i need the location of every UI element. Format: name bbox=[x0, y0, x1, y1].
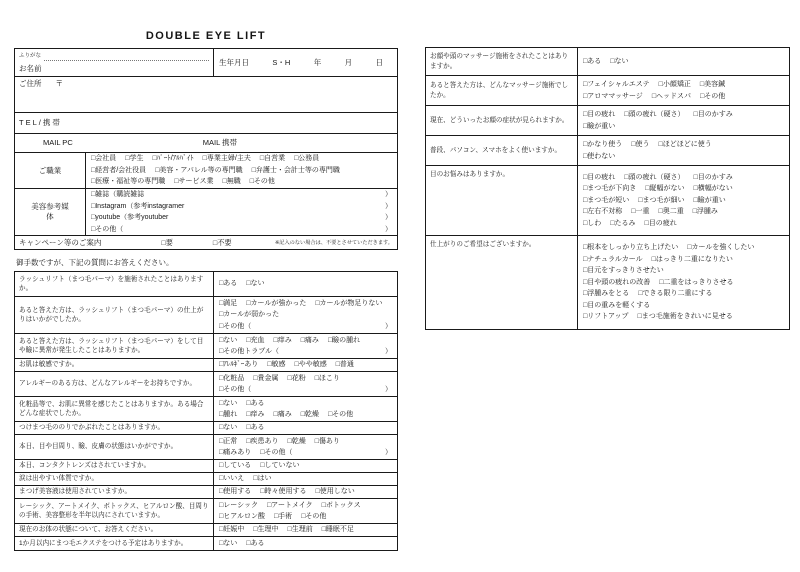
checkbox-option: □乾燥 bbox=[300, 411, 319, 418]
answer-line bbox=[583, 172, 784, 184]
checkbox-option: □アロママッサージ bbox=[583, 92, 643, 100]
checkbox-option: □ほどほどに使う bbox=[658, 141, 712, 148]
name-cell bbox=[15, 49, 214, 76]
checkbox-option: □その他（ bbox=[219, 322, 252, 330]
checkbox-option: □痒み bbox=[246, 411, 265, 418]
answer-line bbox=[219, 359, 392, 371]
checkbox-option: □生理前 bbox=[287, 526, 313, 534]
question-row bbox=[15, 536, 397, 550]
questions-table-left bbox=[14, 271, 398, 551]
checkbox-option: □ない bbox=[219, 539, 238, 547]
checkbox-option: □痛みあり bbox=[219, 449, 252, 456]
checkbox-option: □ナチュラルカール bbox=[583, 255, 643, 263]
furigana-row bbox=[19, 51, 209, 61]
media-label: 美容参考媒体 bbox=[15, 189, 86, 235]
checkbox-option: □リフトアップ bbox=[583, 313, 629, 321]
answer-line bbox=[219, 398, 392, 410]
checkbox-option: □カールが物足りない bbox=[315, 299, 383, 307]
answer-line bbox=[583, 109, 784, 121]
answer-line bbox=[583, 91, 784, 103]
checkbox-option: □睡眠不足 bbox=[321, 526, 354, 534]
question-text: 仕上がりのご希望はございますか。 bbox=[426, 236, 578, 329]
checkbox-option: □小顔矯正 bbox=[658, 81, 691, 88]
birthdate-label: 生年月日 bbox=[219, 58, 249, 67]
writein-close-paren: ） bbox=[385, 191, 392, 198]
question-text: 本日、コンタクトレンズはされていますか。 bbox=[15, 460, 214, 472]
checkbox-option: □ﾊﾟｰﾄ/ｱﾙﾊﾞｲﾄ bbox=[152, 155, 194, 163]
question-text: ラッシュリフト（まつ毛パーマ）を施術されたことはありますか。 bbox=[15, 272, 214, 296]
occupation-line bbox=[91, 165, 392, 177]
question-text: あると答えた方は、どんなマッサージ施術でしたか。 bbox=[426, 76, 578, 105]
checkbox-option: □腫れ bbox=[219, 411, 238, 418]
checkbox-option: □いいえ bbox=[219, 475, 245, 483]
checkbox-option: □できる限り二重にする bbox=[638, 290, 713, 298]
checkbox-option: □傷あり bbox=[314, 437, 340, 445]
checkbox-option: □ほこり bbox=[314, 374, 340, 382]
occupation-options bbox=[86, 153, 397, 188]
checkbox-option: □時々使用する bbox=[260, 488, 307, 496]
checkbox-option: □花粉 bbox=[287, 374, 306, 382]
day-label: 日 bbox=[375, 58, 383, 67]
question-row bbox=[15, 498, 397, 523]
answer-line bbox=[219, 321, 392, 333]
writein-close-paren: ） bbox=[385, 322, 392, 330]
checkbox-option: □その他 bbox=[699, 92, 726, 100]
question-row bbox=[426, 235, 789, 329]
checkbox-option: □使わない bbox=[583, 152, 616, 160]
checkbox-option: □ある bbox=[246, 399, 265, 407]
year-label: 年 bbox=[313, 58, 322, 67]
answer-line bbox=[583, 195, 784, 207]
answer-line bbox=[583, 265, 784, 277]
question-text: あると答えた方は、ラッシュリフト（まつ毛パーマ）をして目や瞼に異常が発生したことはありますか。 bbox=[15, 334, 214, 358]
answer-line bbox=[583, 151, 784, 163]
address-row bbox=[15, 76, 397, 112]
right-column bbox=[425, 47, 790, 330]
checkbox-option: □ある bbox=[583, 57, 602, 65]
checkbox-option: □カールを強くしたい bbox=[687, 244, 755, 252]
checkbox-option: □瞼の腫れ bbox=[327, 336, 361, 344]
checkbox-option: □瞼が重い bbox=[693, 196, 726, 204]
checkbox-option: □はっきり二重になりたい bbox=[651, 255, 733, 263]
question-row bbox=[15, 485, 397, 498]
checkbox-option: □ない bbox=[246, 280, 265, 288]
writein-close-paren: ） bbox=[385, 449, 392, 456]
answer-line bbox=[583, 311, 784, 323]
checkbox-option: □ある bbox=[246, 424, 265, 432]
answer-line bbox=[583, 121, 784, 133]
mail-mobile-label: MAIL 携帯 bbox=[202, 138, 238, 147]
answer-line bbox=[219, 409, 392, 421]
answer-line bbox=[219, 538, 392, 550]
answer-line bbox=[583, 139, 784, 151]
checkbox-option: □しわ bbox=[583, 219, 602, 227]
checkbox-option: □医療・福祉等の専門職 bbox=[91, 178, 166, 186]
checkbox-option: □まつ毛が短い bbox=[583, 196, 630, 204]
answer-line bbox=[583, 254, 784, 266]
checkbox-option: □youtube（参考youtuber bbox=[91, 214, 169, 221]
checkbox-option: □かなり使う bbox=[583, 141, 623, 148]
question-text: 化粧品等で、お肌に異常を感じたことはありますか。ある場合どんな症状でしたか。 bbox=[15, 397, 214, 421]
checkbox-option: □使用する bbox=[219, 488, 252, 496]
question-row bbox=[15, 421, 397, 434]
checkbox-option: □ヒアルロン酸 bbox=[219, 513, 265, 520]
question-row bbox=[426, 135, 789, 165]
checkbox-option: □無職 bbox=[222, 178, 241, 186]
answer-line bbox=[219, 384, 392, 396]
checkbox-option: □している bbox=[219, 462, 252, 470]
question-text: アレルギーのある方は、どんなアレルギーをお持ちですか。 bbox=[15, 372, 214, 396]
checkbox-option: □専業主婦/主夫 bbox=[202, 155, 251, 163]
checkbox-option: □フェイシャルエステ bbox=[583, 81, 650, 88]
checkbox-option: □アートメイク bbox=[266, 501, 313, 509]
question-text: レーシック、アートメイク、ボトックス、ヒアルロン酸、目周りの手術、美容整形を半年以内にされていますか。 bbox=[15, 499, 214, 523]
month-label: 月 bbox=[344, 58, 353, 67]
checkbox-option: □まつ毛施術をきれいに見せる bbox=[637, 313, 733, 321]
answer-line bbox=[219, 524, 392, 536]
campaign-row bbox=[15, 235, 397, 249]
writein-close-paren: ） bbox=[385, 348, 392, 355]
checkbox-option: □ない bbox=[219, 336, 238, 344]
question-row bbox=[15, 459, 397, 472]
checkbox-option: □ある bbox=[219, 280, 238, 288]
answer-line bbox=[583, 79, 784, 91]
checkbox-option: □生理中 bbox=[253, 526, 279, 534]
checkbox-option: □その他（ bbox=[260, 449, 293, 456]
checkbox-option: □たるみ bbox=[610, 219, 636, 227]
answer-line bbox=[583, 218, 784, 230]
checkbox-option: □普通 bbox=[335, 361, 354, 369]
name-label: お名前 bbox=[19, 64, 42, 73]
question-row bbox=[15, 472, 397, 485]
writein-close-paren: ） bbox=[385, 214, 392, 221]
checkbox-option: □会社員 bbox=[91, 155, 117, 163]
answer-line bbox=[219, 447, 392, 459]
mail-row bbox=[15, 133, 397, 152]
answer-line bbox=[219, 373, 392, 385]
checkbox-option: □疾患あり bbox=[246, 437, 279, 445]
question-text: 涙は出やすい体質ですか。 bbox=[15, 473, 214, 485]
occupation-row bbox=[15, 152, 397, 188]
mail-pc-label: MAIL PC bbox=[43, 138, 73, 147]
checkbox-option: □目の疲れ bbox=[583, 111, 616, 118]
answer-line bbox=[219, 500, 392, 512]
checkbox-option: □満足 bbox=[219, 299, 238, 307]
checkbox-option: □レーシック bbox=[219, 501, 258, 509]
media-row bbox=[15, 188, 397, 235]
question-text: 普段、パソコン、スマホをよく使いますか。 bbox=[426, 136, 578, 165]
checkbox-option: □使う bbox=[631, 141, 650, 148]
furigana-writein-line bbox=[44, 55, 209, 61]
campaign-options bbox=[161, 237, 231, 249]
checkbox-option: □その他トラブル（ bbox=[219, 348, 279, 355]
checkbox-option: □ない bbox=[219, 399, 238, 407]
checkbox-option: □まつ毛が下向き bbox=[583, 185, 637, 193]
checkbox-option: □弁護士・会計士等の専門職 bbox=[251, 166, 340, 174]
checkbox-option: □横幅がない bbox=[693, 185, 733, 193]
checkbox-option: □その他 bbox=[249, 178, 275, 186]
address-label: ご住所 bbox=[19, 79, 42, 88]
checkbox-option: □カールが弱かった bbox=[219, 311, 280, 319]
era-label: S・H bbox=[272, 58, 291, 67]
checkbox-option: □はい bbox=[253, 475, 272, 483]
checkbox-option: □その他（ bbox=[219, 386, 252, 393]
question-row bbox=[426, 75, 789, 105]
checkbox-option: □していない bbox=[260, 462, 300, 470]
checkbox-option: □痛み bbox=[273, 411, 292, 418]
checkbox-option: □浮腫みをとる bbox=[583, 290, 630, 298]
writein-close-paren: ） bbox=[385, 386, 392, 393]
tel-row bbox=[15, 112, 397, 133]
checkbox-option: □サービス業 bbox=[174, 178, 214, 186]
checkbox-option: □目のかすみ bbox=[693, 111, 733, 118]
checkbox-option: □その他 bbox=[327, 411, 354, 418]
question-row bbox=[15, 371, 397, 396]
campaign-label: キャンペーン等のご案内 bbox=[19, 238, 102, 247]
answer-line bbox=[583, 206, 784, 218]
postal-mark: 〒 bbox=[55, 79, 63, 88]
question-text: お顔や頭のマッサージ施術をされたことはありますか。 bbox=[426, 48, 578, 75]
checkbox-option: □頭の疲れ（硬さ） bbox=[624, 111, 685, 118]
question-text: 現在、どういったお顔の症状が見られますか。 bbox=[426, 106, 578, 135]
question-row bbox=[15, 272, 397, 296]
campaign-note: ※記入のない場合は、不要とさせていただきます。 bbox=[274, 240, 393, 246]
question-row bbox=[15, 296, 397, 333]
question-row bbox=[15, 434, 397, 459]
checkbox-option: □要 bbox=[161, 237, 173, 247]
address-cell bbox=[15, 77, 397, 112]
checkbox-option: □学生 bbox=[125, 155, 144, 163]
checkbox-option: □公務員 bbox=[294, 155, 320, 163]
question-text: 本日、目や目周り、瞼、皮膚の状態はいかがですか。 bbox=[15, 435, 214, 459]
question-text: まつげ美容液は使用されていますか。 bbox=[15, 486, 214, 498]
occupation-label: ご職業 bbox=[15, 153, 86, 188]
checkbox-option: □化粧品 bbox=[219, 374, 245, 382]
answer-line bbox=[219, 486, 392, 498]
answer-line bbox=[583, 56, 784, 68]
answer-line bbox=[583, 277, 784, 289]
question-row bbox=[426, 48, 789, 75]
answer-line bbox=[583, 242, 784, 254]
checkbox-option: □まつ毛が細い bbox=[638, 196, 685, 204]
answer-line bbox=[583, 288, 784, 300]
checkbox-option: □痒み bbox=[273, 336, 292, 344]
occupation-line bbox=[91, 176, 392, 188]
checkbox-option: □左右不対称 bbox=[583, 208, 623, 216]
writein-close-paren: ） bbox=[385, 225, 392, 233]
checkbox-option: □縦幅がない bbox=[645, 185, 685, 193]
name-birth-row bbox=[15, 49, 397, 76]
media-line bbox=[91, 201, 392, 213]
answer-line bbox=[219, 460, 392, 472]
left-column bbox=[14, 48, 398, 551]
media-line bbox=[91, 224, 392, 236]
questions-table-right bbox=[425, 47, 790, 330]
checkbox-option: □貴金属 bbox=[253, 374, 279, 382]
checkbox-option: □瞼が重い bbox=[583, 122, 616, 130]
occupation-line bbox=[91, 153, 392, 165]
question-text: 目のお悩みはありますか。 bbox=[426, 166, 578, 235]
media-line bbox=[91, 212, 392, 224]
checkbox-option: □不要 bbox=[212, 237, 232, 247]
checkbox-option: □目の重みを軽くする bbox=[583, 301, 651, 309]
checkbox-option: □奥二重 bbox=[658, 208, 684, 216]
furigana-label: ふりがな bbox=[19, 53, 42, 59]
customer-info-table bbox=[14, 48, 398, 250]
question-text: お肌は敏感ですか。 bbox=[15, 359, 214, 371]
tel-label: TEL/携帯 bbox=[19, 118, 62, 127]
checkbox-option: □カールが強かった bbox=[246, 299, 307, 307]
checkbox-option: □目の疲れ bbox=[644, 219, 677, 227]
checkbox-option: □目の疲れ bbox=[583, 173, 616, 181]
checkbox-option: □その他（ bbox=[91, 225, 124, 233]
checkbox-option: □妊娠中 bbox=[219, 526, 245, 534]
answer-line bbox=[219, 335, 392, 347]
checkbox-option: □痛み bbox=[300, 336, 319, 344]
media-options bbox=[86, 189, 397, 235]
question-row bbox=[15, 333, 397, 358]
question-row bbox=[426, 105, 789, 135]
checkbox-option: □乾燥 bbox=[287, 437, 306, 445]
checkbox-option: □使用しない bbox=[315, 488, 355, 496]
checkbox-option: □ヘッドスパ bbox=[651, 92, 691, 100]
checkbox-option: □充血 bbox=[246, 336, 265, 344]
answer-line bbox=[219, 278, 392, 290]
birthdate-cell bbox=[214, 49, 397, 76]
answer-line bbox=[219, 346, 392, 358]
answer-line bbox=[219, 436, 392, 448]
checkbox-option: □根本をしっかり立ち上げたい bbox=[583, 244, 679, 252]
checkbox-option: □ない bbox=[610, 57, 629, 65]
checkbox-option: □美容鍼 bbox=[699, 81, 726, 88]
checkbox-option: □敏感 bbox=[267, 361, 286, 369]
answer-line bbox=[219, 298, 392, 310]
checkbox-option: □美容・アパレル等の専門職 bbox=[155, 166, 243, 174]
question-row bbox=[15, 523, 397, 536]
answer-line bbox=[219, 422, 392, 434]
writein-close-paren: ） bbox=[385, 202, 392, 210]
checkbox-option: □目のかすみ bbox=[693, 173, 733, 181]
answer-line bbox=[219, 309, 392, 321]
checkbox-option: □正常 bbox=[219, 437, 238, 445]
answer-line bbox=[583, 300, 784, 312]
checkbox-option: □頭の疲れ（硬さ） bbox=[624, 173, 685, 181]
checkbox-option: □目元をすっきりさせたい bbox=[583, 267, 664, 275]
checkbox-option: □雑誌（購読雑誌 bbox=[91, 191, 145, 198]
answer-line bbox=[583, 183, 784, 195]
questions-intro: 御手数ですが、下記の質問にお答えください。 bbox=[16, 258, 174, 267]
answer-line bbox=[219, 511, 392, 523]
question-text: 1か月以内にまつ毛エクステをつける予定はありますか。 bbox=[15, 537, 214, 550]
checkbox-option: □浮腫み bbox=[692, 208, 718, 216]
checkbox-option: □手術 bbox=[273, 513, 293, 520]
media-line bbox=[91, 189, 392, 201]
question-row bbox=[15, 358, 397, 371]
question-text: 現在のお体の状態について、お答えください。 bbox=[15, 524, 214, 536]
checkbox-option: □ボトックス bbox=[321, 501, 361, 509]
checkbox-option: □自営業 bbox=[259, 155, 286, 163]
checkbox-option: □ない bbox=[219, 424, 238, 432]
checkbox-option: □やや敏感 bbox=[294, 361, 327, 369]
checkbox-option: □ｱﾚﾙｷﾞｰあり bbox=[219, 361, 259, 369]
question-text: あると答えた方は、ラッシュリフト（まつ毛パーマ）の仕上がりはいかがでしたか。 bbox=[15, 297, 214, 333]
question-row bbox=[15, 396, 397, 421]
answer-line bbox=[219, 473, 392, 485]
question-text: つけまつ毛ののりでかぶれたことはありますか。 bbox=[15, 422, 214, 434]
question-row bbox=[426, 165, 789, 235]
checkbox-option: □二重をはっきりさせる bbox=[659, 278, 734, 286]
form-title: DOUBLE EYE LIFT bbox=[145, 30, 267, 42]
checkbox-option: □ある bbox=[246, 539, 265, 547]
checkbox-option: □目や頭の疲れの改善 bbox=[583, 278, 651, 286]
checkbox-option: □一重 bbox=[631, 208, 650, 216]
checkbox-option: □Instagram（参考instagramer bbox=[91, 202, 185, 210]
checkbox-option: □経営者/会社役員 bbox=[91, 166, 147, 174]
checkbox-option: □その他 bbox=[301, 513, 327, 520]
